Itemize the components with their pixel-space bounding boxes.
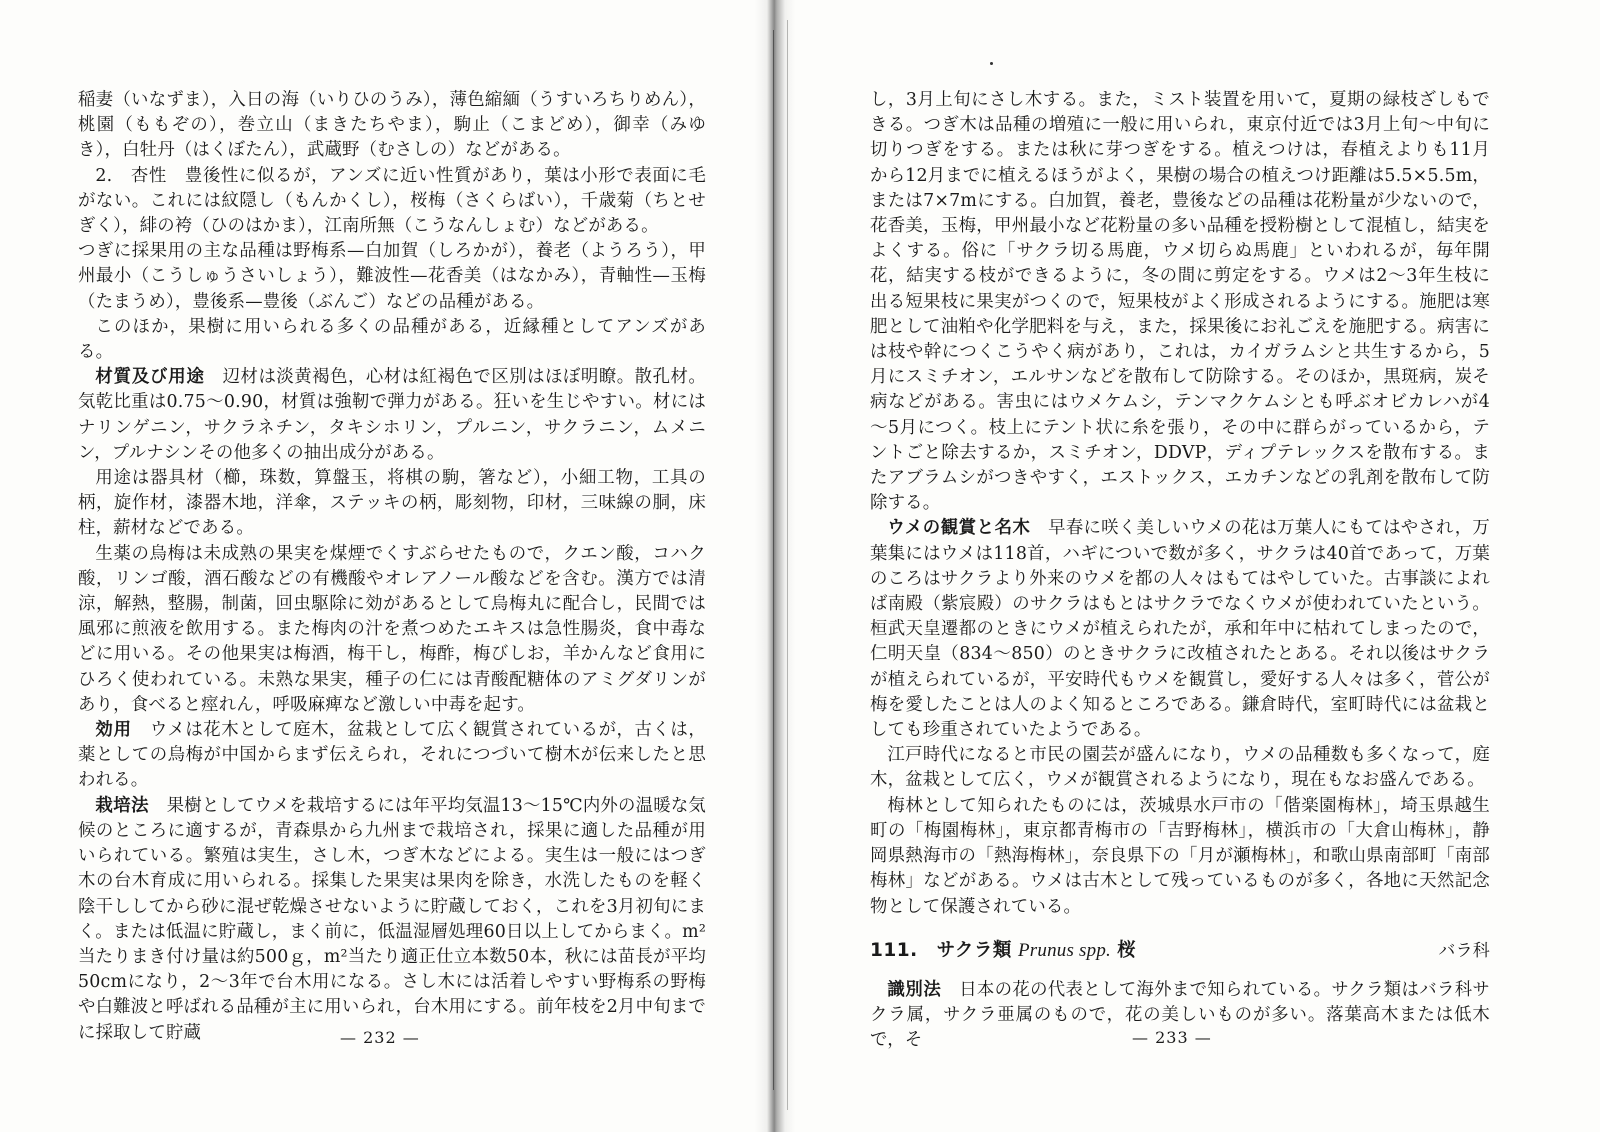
species-title: 111. サクラ類 xyxy=(870,939,1012,961)
right-page-text xyxy=(870,88,1490,1054)
section-heading: 栽培法 xyxy=(95,795,150,816)
section-heading: 識別法 xyxy=(887,979,942,1000)
latin-name: Prunus spp. xyxy=(1018,939,1111,961)
section-heading: ウメの観賞と名木 xyxy=(887,518,1031,539)
paragraph: このほか，果樹に用いられる多くの品種がある，近縁種としてアンズがある。 xyxy=(78,316,706,363)
paragraph: 梅林として知られたものには，茨城県水戸市の「偕楽園梅林」，埼玉県越生町の「梅園梅林」，東京都青梅市の「吉野梅林」，横浜市の「大倉山梅林」，静岡県熱海市の「熱海梅林」，奈良県下の「月が瀬梅林」，和歌山県南部町「南部梅林」などがある。ウメは古木として残っているものが多く，各地に天然記念物として保護されている。 xyxy=(870,795,1490,917)
species-heading xyxy=(870,938,1490,964)
page-number: — 232 — xyxy=(340,1028,420,1047)
paragraph: 2. 杏性 豊後性に似るが，アンズに近い性質があり，葉は小形で表面に毛がない。これには紋隠し（もんかくし），桜梅（さくらばい），千歳菊（ちとせぎく），緋の袴（ひのはかま），江南所無（こうなんしょむ）などがある。 xyxy=(78,165,706,237)
page-number: — 233 — xyxy=(1132,1028,1212,1047)
paragraph: 稲妻（いなずま），入日の海（いりひのうみ），薄色縮緬（うすいろちりめん），桃園（ももぞの），巻立山（まきたちやま），駒止（こまどめ），御幸（みゆき），白牡丹（はくぼたん），武蔵野（むさしの）などがある。 xyxy=(78,90,706,161)
left-page xyxy=(0,0,790,1132)
paragraph: 用途は器具材（櫛，珠数，算盤玉，将棋の駒，箸など），小細工物，工具の柄，旋作材，漆器木地，洋傘，ステッキの柄，彫刻物，印材，三味線の胴，床柱，薪材などである。 xyxy=(78,468,706,539)
paragraph: つぎに採果用の主な品種は野梅系—白加賀（しろかが），養老（ようろう），甲州最小（こうしゅうさいしょう），難波性—花香美（はなかみ），青軸性—玉梅（たまうめ），豊後系—豊後（ぶんご）などの品種がある。 xyxy=(78,241,706,312)
kanji-name: 桜 xyxy=(1117,939,1137,961)
right-page xyxy=(800,0,1600,1132)
section-heading: 材質及び用途 xyxy=(95,367,205,388)
paragraph: 江戸時代になると市民の園芸が盛んになり，ウメの品種数も多くなって，庭木，盆栽として広く，ウメが観賞されるようになり，現在もなお盛んである。 xyxy=(870,745,1490,791)
paragraph: ウメの観賞と名木 早春に咲く美しいウメの花は万葉人にもてはやされ，万葉集にはウメは118首，ハギについで数が多く，サクラは40首であって，万葉のころはサクラより外来のウメを都の人々はもてはやしていた。古事談によれば南殿（紫宸殿）のサクラはもとはサクラでなくウメが使われていたという。桓武天皇遷都のときにウメが植えられたが，承和年中に枯れてしまったので，仁明天皇（834～850）のときサクラに改植されたとある。それ以後はサクラが植えられているが，平安時代もウメを観賞し，愛好する人々は多く，菅公が梅を愛したことは人のよく知るところである。鎌倉時代，室町時代には盆栽としても珍重されていたようである。 xyxy=(870,518,1490,741)
paragraph: し，3月上旬にさし木する。また，ミスト装置を用いて，夏期の緑枝ざしもできる。つぎ木は品種の増殖に一般に用いられ，東京付近では3月上旬～中旬に切りつぎをする。または秋に芽つぎをする。植えつけは，春植えよりも11月から12月までに植えるほうがよく，果樹の場合の植えつけ距離は5.5×5.5m，または7×7mにする。白加賀，養老，豊後などの品種は花粉量が少ないので，花香美，玉梅，甲州最小など花粉量の多い品種を授粉樹として混植し，結実をよくする。俗に「サクラ切る馬鹿，ウメ切らぬ馬鹿」といわれるが，毎年開花，結実する枝ができるように，冬の間に剪定をする。ウメは2～3年生枝に出る短果枝に果実がつくので，短果枝がよく形成されるようにする。施肥は寒肥として油粕や化学肥料を与え，また，採果後にお礼ごえを施肥する。病害には枝や幹につくこうやく病があり，これは，カイガラムシと共生するから，5月にスミチオン，エルサンなどを散布して防除する。そのほか，黒斑病，炭そ病などがある。害虫にはウメケムシ，テンマクケムシとも呼ぶオビカレハが4～5月につく。枝上にテント状に糸を張り，その中に群らがっているから，テントごと除去するか，スミチオン，DDVP，ディプテレックスを散布する。またアブラムシがつきやすく，エストックス，エカチンなどの乳剤を散布して防除する。 xyxy=(870,90,1490,514)
paragraph: 生薬の烏梅は未成熟の果実を煤煙でくすぶらせたもので，クエン酸，コハク酸，リンゴ酸，酒石酸などの有機酸やオレアノール酸などを含む。漢方では清涼，解熱，整腸，制菌，回虫駆除に効があるとして烏梅丸に配合し，民間では風邪に煎液を飲用する。また梅肉の汁を煮つめたエキスは急性腸炎，食中毒などに用いる。その他果実は梅酒，梅干し，梅酢，梅びしお，羊かんなど食用にひろく使われている。未熟な果実，種子の仁には青酸配糖体のアミグダリンがあり，食べると痙れん，呼吸麻痺など激しい中毒を起す。 xyxy=(78,543,706,715)
section-heading: 効用 xyxy=(95,720,132,741)
paragraph: 栽培法 果樹としてウメを栽培するには年平均気温13～15℃内外の温暖な気候のところに適するが，青森県から九州まで栽培され，採果に適した品種が用いられている。繁殖は実生，さし木，つぎ木などによる。実生は一般にはつぎ木の台木育成に用いられる。採集した果実は果肉を除き，水洗したものを軽く陰干ししてから砂に混ぜ乾燥させないように貯蔵しておく，これを3月初旬にまく。または低温に貯蔵し，まく前に，低温湿層処理60日以上してからまく。m²当たりまき付け量は約500ｇ，m²当たり適正仕立本数50本，秋には苗長が平均50cmになり，2～3年で台木用になる。さし木には活着しやすい野梅系の野梅や白難波と呼ばれる品種が主に用いられ，台木用にする。前年枝を2月中旬までに採取して貯蔵 xyxy=(78,795,707,1043)
paragraph: 効用 ウメは花木として庭木，盆栽として広く観賞されているが，古くは，薬としての烏梅が中国からまず伝えられ，それにつづいて樹木が伝来したと思われる。 xyxy=(78,720,706,791)
left-page-text xyxy=(78,88,706,1046)
family-name: バラ科 xyxy=(1438,940,1490,961)
paragraph: 材質及び用途 辺材は淡黄褐色，心材は紅褐色で区別はほぼ明瞭。散孔材。気乾比重は0.75～0.90，材質は強靭で弾力がある。狂いを生じやすい。材にはナリンゲニン，サクラネチン，タキシホリン，プルニン，サクラニン，ムメニン，プルナシンその他多くの抽出成分がある。 xyxy=(78,367,706,463)
paragraph: 識別法 日本の花の代表として海外まで知られている。サクラ類はバラ科サクラ属，サクラ亜属のもので，花の美しいものが多い。落葉高木または低木で，そ xyxy=(870,979,1491,1051)
